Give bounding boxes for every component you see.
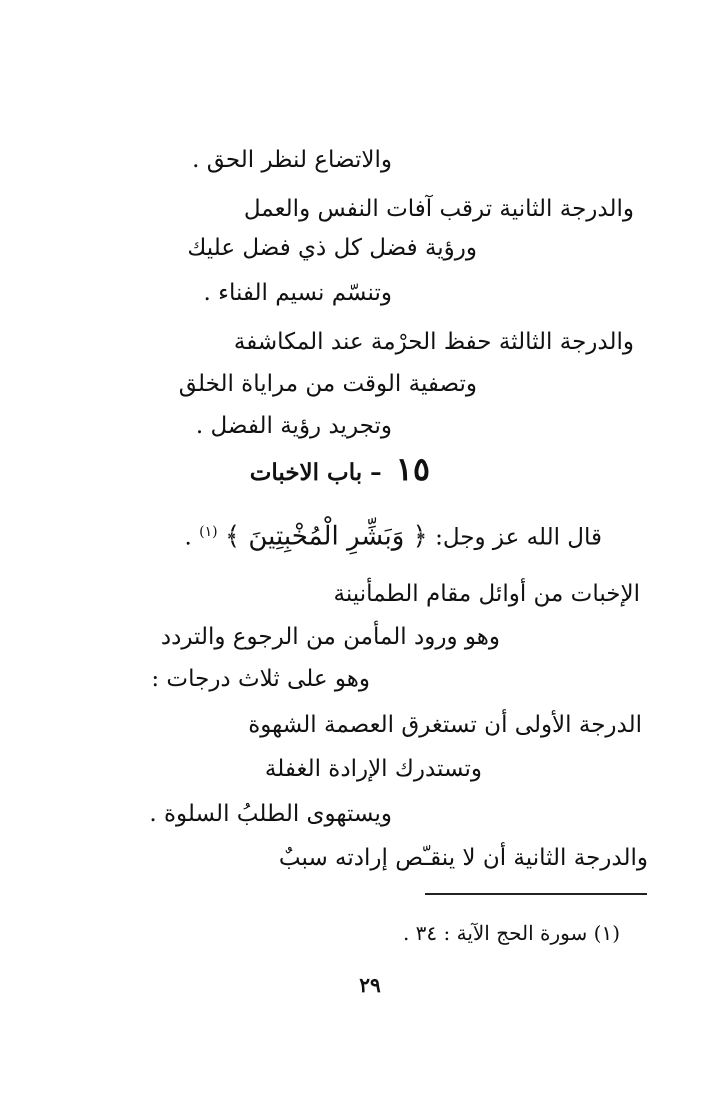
footnote-separator <box>425 893 647 895</box>
page-number: ٢٩ <box>359 973 381 997</box>
quran-verse: ﴿ وَبَشِّرِ الْمُخْبِتِينَ ﴾ <box>224 521 428 552</box>
footnote-reference: (١) <box>199 524 218 540</box>
quote-end: . <box>184 524 192 551</box>
text-line-1: والاتضاع لنظر الحق . <box>192 147 392 173</box>
quote-intro: قال الله عز وجل: <box>435 524 602 551</box>
text-line-9: وهو ورود المأمن من الرجوع والتردد <box>160 624 500 650</box>
chapter-number: ١٥ <box>395 450 430 488</box>
chapter-heading <box>250 452 430 490</box>
quran-quote-line <box>184 515 602 555</box>
text-line-10: وهو على ثلاث درجات : <box>151 666 370 692</box>
text-line-13: ويستهوى الطلبُ السلوة . <box>149 801 392 827</box>
text-line-7: وتجريد رؤية الفضل . <box>195 413 392 439</box>
text-line-8: الإخبات من أوائل مقام الطمأنينة <box>333 581 640 607</box>
text-line-11: الدرجة الأولى أن تستغرق العصمة الشهوة <box>248 712 642 738</box>
text-line-6: وتصفية الوقت من مراياة الخلق <box>178 371 477 397</box>
text-line-12: وتستدرك الإرادة الغفلة <box>264 756 482 782</box>
footnote-text: (١) سورة الحج الآية : ٣٤ . <box>402 921 620 945</box>
text-line-4: وتنسّم نسيم الفناء . <box>203 280 392 306</box>
chapter-title: – باب الاخبات <box>249 459 382 486</box>
text-line-5: والدرجة الثالثة حفظ الحرْمة عند المكاشفة <box>233 329 634 355</box>
text-line-2: والدرجة الثانية ترقب آفات النفس والعمل <box>243 196 634 222</box>
text-line-3: ورؤية فضل كل ذي فضل عليك <box>187 235 477 261</box>
text-line-14: والدرجة الثانية أن لا ينقـّص إرادته سببٌ <box>278 845 648 871</box>
